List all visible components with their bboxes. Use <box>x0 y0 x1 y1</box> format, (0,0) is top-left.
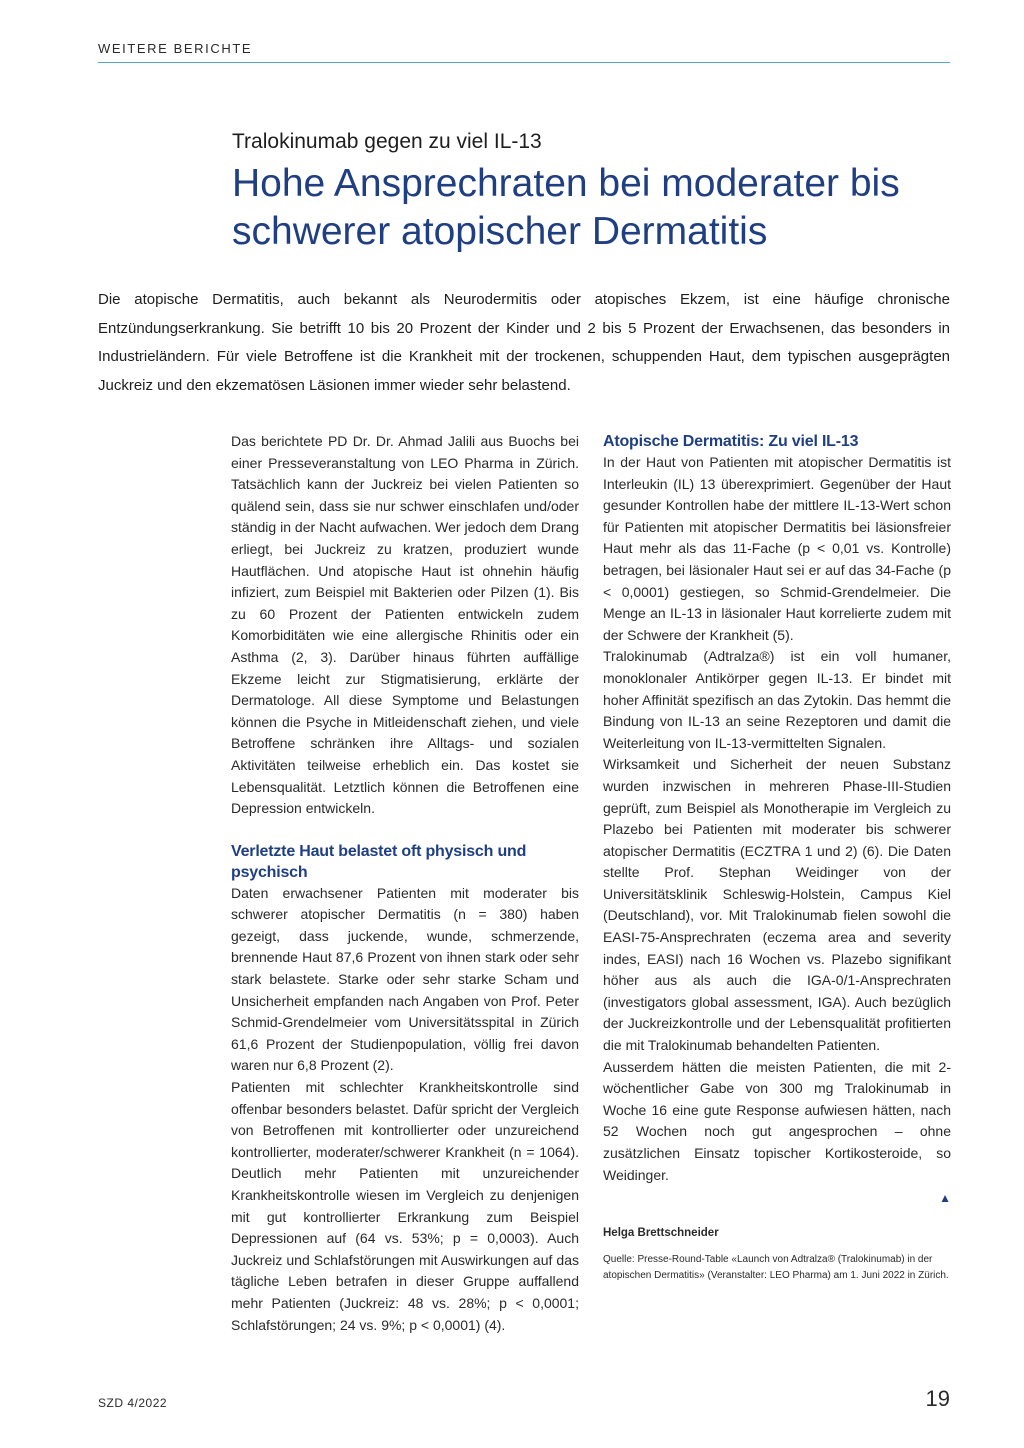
left-paragraph-1: Das berichtete PD Dr. Dr. Ahmad Jalili aus Buochs bei einer Presseveranstaltung von LEO Pharma in Zürich. Tatsächlich kann der Juckreiz bei vielen Patienten so quälend sein, dass sie nur schwer einschlafen und/oder ständig in der Nacht aufwachen. Wer jedoch dem Drang erliegt, bei Juckreiz zu kratzen, produziert wunde Hautflächen. Und atopische Haut ist ohnehin häufig infiziert, zum Beispiel mit Bakterien oder Pilzen (1). Bis zu 60 Prozent der Patienten entwickeln zudem Komorbiditäten wie eine allergische Rhinitis oder ein Asthma (2, 3). Darüber hinaus führten auffällige Ekzeme leicht zur Stigmatisierung, erklärte der Dermatologe. All diese Symptome und Belastungen können die Psyche in Mitleidenschaft ziehen, und viele Betroffene schränken ihre Alltags- und sozialen Aktivitäten teilweise erheblich ein. Das kostet sie Lebensqualität. Letztlich können die Betroffenen eine Depression entwickeln. <box>231 433 579 817</box>
article-lead: Die atopische Dermatitis, auch bekannt als Neurodermitis oder atopisches Ekzem, ist eine häufige chronische Entzündungserkrankung. Sie betrifft 10 bis 20 Prozent der Kinder und 2 bis 5 Prozent der Erwachsenen, das besonders in Industrieländern. Für viele Betroffene ist die Krankheit mit der trockenen, schuppenden Haut, dem typischen ausgeprägten Juckreiz und den ekzematösen Läsionen immer wieder sehr belastend. <box>98 291 950 394</box>
end-of-article-icon: ▲ <box>939 1191 951 1206</box>
article-kicker: Tralokinumab gegen zu viel IL-13 <box>232 130 542 153</box>
right-subheading: Atopische Dermatitis: Zu viel IL-13 <box>603 433 859 450</box>
section-label: WEITERE BERICHTE <box>98 41 253 56</box>
right-column <box>603 431 951 1284</box>
right-paragraph-2: Tralokinumab (Adtralza®) ist ein voll humaner, monoklonaler Antikörper gegen IL-13. Er bindet mit hoher Affinität spezifisch an das Zytokin. Das hemmt die Bindung von IL-13 an seine Rezeptoren und damit die Weiterleitung von IL-13-vermittelten Signalen. <box>603 648 951 751</box>
left-paragraph-3: Patienten mit schlechter Krankheitskontrolle sind offenbar besonders belastet. Dafür spricht der Vergleich von Betroffenen mit kontrollierter oder unzureichend kontrollierter, moderater/schwerer Krankheit (n = 1064). Deutlich mehr Patienten mit unzureichender Krankheitskontrolle wiesen im Vergleich zu denjenigen mit gut kontrollierter Erkrankung zum Beispiel Depressionen auf (64 vs. 53%; p = 0,0003). Auch Juckreiz und Schlafstörungen mit Auswirkungen auf das tägliche Leben betrafen in dieser Gruppe auffallend mehr Patienten (Juckreiz: 48 vs. 28%; p < 0,0001; Schlafstörungen; 24 vs. 9%; p < 0,0001) (4). <box>231 1079 579 1333</box>
left-column <box>231 431 579 1336</box>
left-paragraph-2: Daten erwachsener Patienten mit moderater bis schwerer atopischer Dermatitis (n = 380) haben gezeigt, dass juckende, wunde, schmerzende, brennende Haut 87,6 Prozent von ihnen stark oder sehr stark belastete. Starke oder sehr starke Scham und Unsicherheit empfanden nach Angaben von Prof. Peter Schmid-Grendelmeier vom Universitätsspital in Zürich 61,6 Prozent der Studienpopulation, völlig frei davon waren nur 6,8 Prozent (2). <box>231 884 579 1074</box>
author-name: Helga Brettschneider <box>603 1227 719 1240</box>
left-subheading: Verletzte Haut belastet oft physisch und psychisch <box>231 842 527 881</box>
source-note: Quelle: Presse-Round-Table «Launch von Adtralza® (Tralokinumab) in der atopischen Dermatitis» (Veranstalter: LEO Pharma) am 1. Juni 2022 in Zürich. <box>603 1254 949 1282</box>
header-rule <box>98 62 950 63</box>
right-paragraph-1: In der Haut von Patienten mit atopischer Dermatitis ist Interleukin (IL) 13 überexprimiert. Gegenüber der Haut gesunder Kontrollen habe der mittlere IL-13-Wert schon für Patienten mit atopischer Dermatitis bei läsionsfreier Haut mehr als das 11-Fache (p < 0,01 vs. Kontrolle) betragen, bei läsionaler Haut sei er auf das 34-Fache (p < 0,0001) gestiegen, so Schmid-Grendelmeier. Die Menge an IL-13 in läsionaler Haut korrelierte zudem mit der Schwere der Krankheit (5). <box>603 454 951 643</box>
page-number: 19 <box>925 1386 950 1411</box>
article-title: Hohe Ansprechraten bei moderater bis schwerer atopischer Dermatitis <box>232 162 900 253</box>
right-paragraph-4: Ausserdem hätten die meisten Patienten, die mit 2-wöchentlicher Gabe von 300 mg Tralokinumab in Woche 16 eine gute Response aufwiesen hätten, nach 52 Wochen noch gut angesprochen – ohne zusätzlichen Einsatz topischer Kortikosteroide, so Weidinger. <box>603 1058 951 1183</box>
issue-label: SZD 4/2022 <box>98 1396 168 1410</box>
right-paragraph-3: Wirksamkeit und Sicherheit der neuen Substanz wurden inzwischen in mehreren Phase-III-Studien geprüft, zum Beispiel als Monotherapie im Vergleich zu Plazebo bei Patienten mit moderater bis schwerer atopischer Dermatitis (ECZTRA 1 und 2) (6). Die Daten stellte Prof. Stephan Weidinger von der Universitätsklinik Schleswig-Holstein, Campus Kiel (Deutschland), vor. Mit Tralokinumab fielen sowohl die EASI-75-Ansprechraten (eczema area and severity indes, EASI) nach 16 Wochen vs. Plazebo signifikant höher aus als auch die IGA-0/1-Ansprechraten (investigators global assessment, IGA). Auch bezüglich der Juckreizkontrolle und der Lebensqualität profitierten die mit Tralokinumab behandelten Patienten. <box>603 756 951 1054</box>
